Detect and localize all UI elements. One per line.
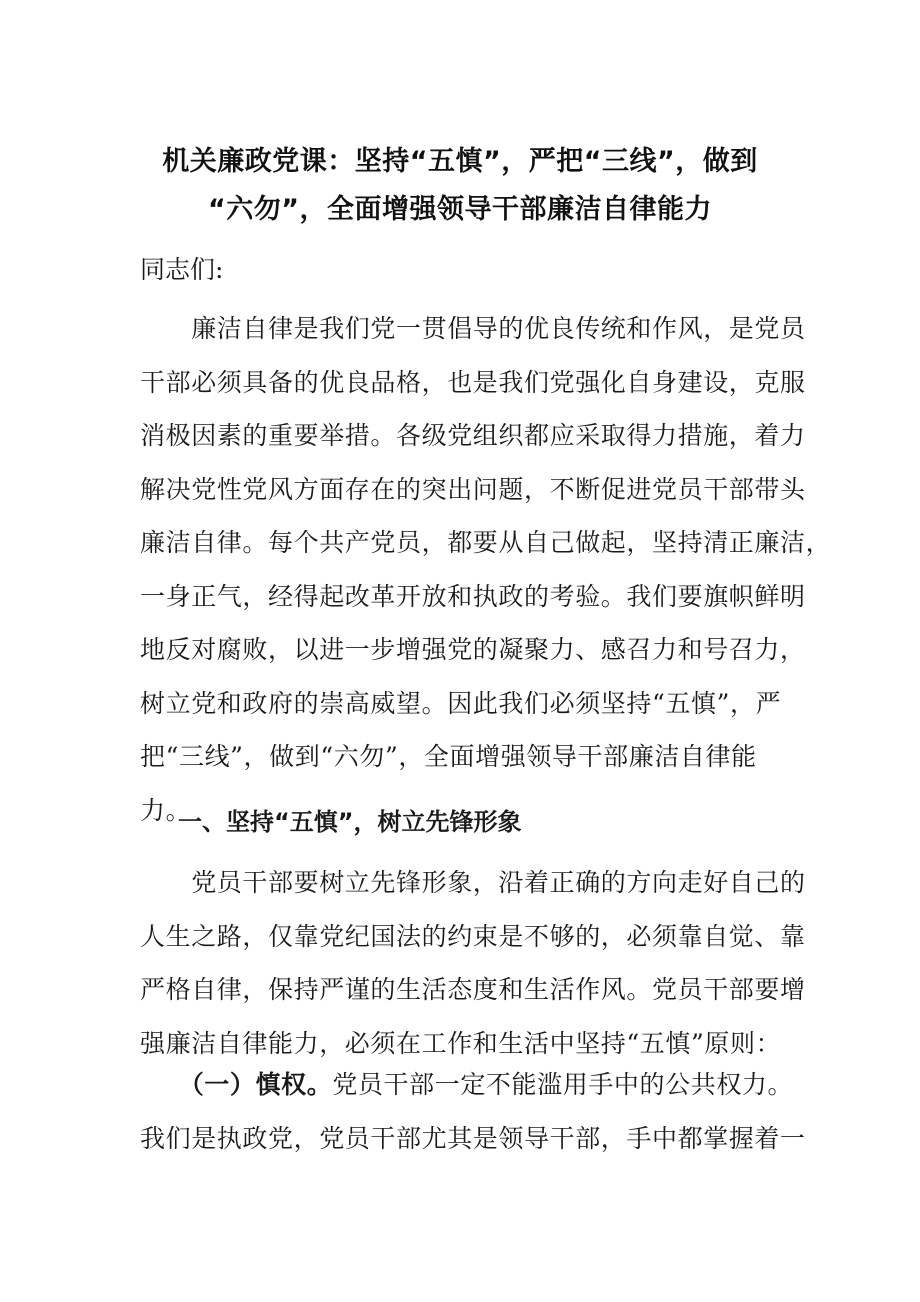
paragraph-line: 强廉洁自律能力，必须在工作和生活中坚持“五慎”原则： <box>140 1028 782 1058</box>
paragraph-line: 树立党和政府的崇高威望。因此我们必须坚持“五慎”，严 <box>140 688 782 718</box>
paragraph-line: 把“三线”，做到“六勿”，全面增强领导干部廉洁自律能 <box>140 742 757 771</box>
subsection-lead: （一）慎权。 <box>140 1070 333 1099</box>
paragraph-line: 力。 <box>140 795 192 825</box>
title-line-1: 机关廉政党课：坚持“五慎”，严把“三线”，做到 <box>162 146 758 177</box>
paragraph-line: 干部必须具备的优良品格，也是我们党强化自身建设，克服 <box>140 367 806 397</box>
paragraph-line: 消极因素的重要举措。各级党组织都应采取得力措施，着力 <box>140 421 806 450</box>
title-line-2: “六勿”，全面增强领导干部廉洁自律能力 <box>208 194 712 225</box>
document-title <box>120 138 800 234</box>
paragraph-line: 党员干部要树立先锋形象，沿着正确的方向走好自己的 <box>140 868 806 897</box>
paragraph-line: 一身正气，经得起改革开放和执政的考验。我们要旗帜鲜明 <box>140 581 806 611</box>
paragraph-line: 廉洁自律。每个共产党员，都要从自己做起，坚持清正廉洁， <box>140 528 832 557</box>
paragraph-line: 人生之路，仅靠党纪国法的约束是不够的，必须靠自觉、靠 <box>140 921 806 951</box>
paragraph-line: 解决党性党风方面存在的突出问题，不断促进党员干部带头 <box>140 474 806 504</box>
paragraph-text: 党员干部一定不能滥用手中的公共权力。 <box>332 1070 794 1099</box>
paragraph-line: 严格自律，保持严谨的生活态度和生活作风。党员干部要增 <box>140 975 806 1004</box>
paragraph-subsection-1 <box>140 1058 806 1165</box>
paragraph-line: 地反对腐败，以进一步增强党的凝聚力、感召力和号召力， <box>140 635 806 664</box>
salutation: 同志们: <box>140 255 224 284</box>
paragraph-section-1 <box>140 856 806 1070</box>
paragraph-line <box>140 1058 794 1112</box>
paragraph-intro <box>140 302 832 837</box>
paragraph-line: 我们是执政党，党员干部尤其是领导干部，手中都掌握着一 <box>140 1123 806 1153</box>
paragraph-line: 廉洁自律是我们党一贯倡导的优良传统和作风，是党员 <box>140 314 806 343</box>
section-heading-1: 一、坚持“五慎”，树立先锋形象 <box>178 808 522 836</box>
